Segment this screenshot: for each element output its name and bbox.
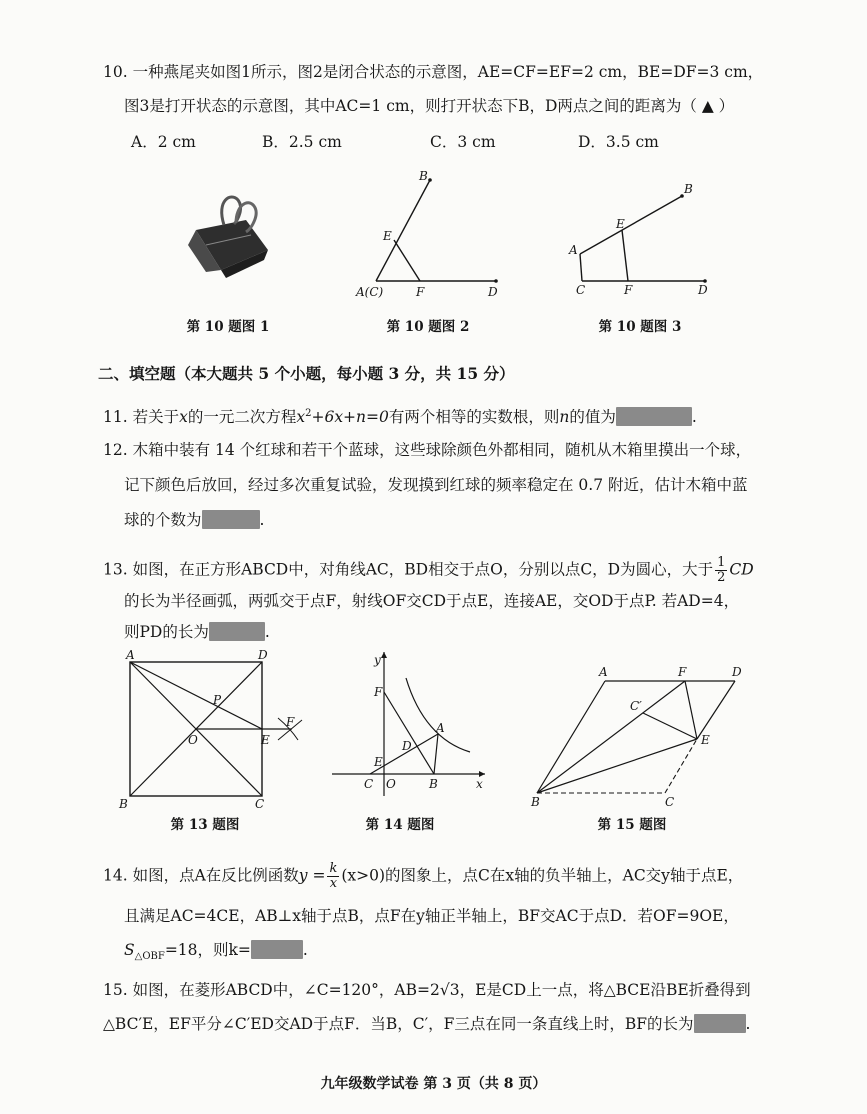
- q14-line-3: $S_{\triangle OBF}=18$，则k= .: [124, 941, 308, 963]
- q11-answer-blank[interactable]: [616, 407, 692, 426]
- fig15-label-d: D: [732, 665, 742, 679]
- fig13-label-p: P: [213, 693, 222, 707]
- fig10-2-label-ac: A(C): [356, 285, 384, 299]
- fig14-label-o: O: [386, 777, 396, 791]
- fig15-label-b: B: [531, 795, 540, 809]
- q10-option-d: D．3.5 cm: [578, 133, 659, 151]
- fig10-2-label-e: E: [383, 229, 392, 243]
- q13-answer-blank[interactable]: [209, 622, 265, 641]
- fig10-2-diagram: [350, 168, 510, 304]
- fig15-label-e: E: [701, 733, 710, 747]
- fig10-3-label-b: B: [684, 182, 693, 196]
- fig10-2-label-d: D: [488, 285, 498, 299]
- fig15-caption: 第 15 题图: [597, 817, 667, 833]
- fig10-2-label-b: B: [419, 169, 428, 183]
- q10-line-1: 10. 一种燕尾夹如图1所示，图2是闭合状态的示意图，AE=CF=EF=2 cm，BE=DF=3 cm，: [103, 63, 764, 81]
- fig15-label-c-prime: C′: [630, 699, 642, 713]
- q12-line-1: 12. 木箱中装有 14 个红球和若干个蓝球，这些球除颜色外都相同，随机从木箱里摸出一个球，: [103, 441, 752, 459]
- fig15-label-a: A: [599, 665, 608, 679]
- fig10-3-label-c: C: [576, 283, 586, 297]
- q12-line-2: 记下颜色后放回，经过多次重复试验，发现摸到红球的频率稳定在 0.7 附近，估计木箱中蓝: [124, 476, 748, 494]
- q13-fraction: $\frac{1}{2}$: [717, 555, 726, 585]
- binder-clip-photo: [176, 190, 272, 286]
- fig10-1-caption: 第 10 题图 1: [186, 319, 270, 335]
- fig15-label-c: C: [665, 795, 675, 809]
- fig10-3-label-e: E: [616, 217, 625, 231]
- fig10-3-label-d: D: [698, 283, 708, 297]
- fig13-label-e: E: [261, 733, 270, 747]
- fig14-diagram: [330, 648, 495, 798]
- fig13-diagram: [112, 648, 322, 816]
- page-footer: 九年级数学试卷 第 3 页（共 8 页）: [320, 1076, 547, 1092]
- fig13-label-d: D: [258, 648, 268, 662]
- q14-answer-blank[interactable]: [251, 940, 303, 959]
- fig10-2-label-f: F: [416, 285, 425, 299]
- q10-option-a: A．2 cm: [131, 133, 196, 151]
- fig10-3-diagram: [560, 178, 720, 304]
- fig10-3-label-a: A: [569, 243, 578, 257]
- fig10-3-label-f: F: [624, 283, 633, 297]
- q15-line-2: △BC′E，EF平分∠C′ED交AD于点F．当B，C′，F三点在同一条直线上时，BF的长为 .: [103, 1015, 751, 1033]
- fig14-caption: 第 14 题图: [365, 817, 435, 833]
- q15-line-1: 15. 如图，在菱形ABCD中，∠C=120°，AB=2√3，E是CD上一点，将△BCE沿BE折叠得到: [103, 981, 751, 999]
- q10-option-b: B．2.5 cm: [262, 133, 342, 151]
- fig13-label-f: F: [286, 715, 295, 729]
- fig14-label-b: B: [429, 777, 438, 791]
- q13-line-2: 的长为半径画弧，两弧交于点F，射线OF交CD于点E，连接AE，交OD于点P. 若AD=4，: [124, 592, 740, 610]
- fig14-label-x: x: [476, 777, 483, 791]
- q10-line-2: 图3是打开状态的示意图，其中AC=1 cm，则打开状态下B，D两点之间的距离为（ ▲ ）: [124, 97, 735, 115]
- fig14-label-y: y: [374, 653, 381, 667]
- fig14-label-e: E: [374, 755, 383, 769]
- sqrt-three: √3: [439, 981, 460, 999]
- fig10-3-caption: 第 10 题图 3: [598, 319, 682, 335]
- fig14-label-c: C: [364, 777, 374, 791]
- q12-line-3: 球的个数为 .: [124, 511, 265, 529]
- fig14-label-d: D: [402, 739, 412, 753]
- q11-line: 11. 若关于x的一元二次方程$x^2+6x+n=0$有两个相等的实数根，则n的值为 .: [103, 408, 697, 427]
- fig10-2-caption: 第 10 题图 2: [386, 319, 470, 335]
- fig13-label-o: O: [188, 733, 198, 747]
- q14-line-2: 且满足AC=4CE，AB⊥x轴于点B，点F在y轴正半轴上，BF交AC于点D．若OF=9OE，: [124, 907, 739, 925]
- fig15-label-f: F: [678, 665, 687, 679]
- q14-line-1: 14. 如图，点A在反比例函数y = $\frac{k}{x}$ (x>0)的图象上，点C在x轴的负半轴上，AC交y轴于点E，: [103, 861, 744, 891]
- fig13-label-a: A: [126, 648, 135, 662]
- q10-option-c: C．3 cm: [430, 133, 496, 151]
- q12-answer-blank[interactable]: [202, 510, 260, 529]
- fig14-label-f: F: [374, 685, 383, 699]
- section-heading-fill-in: 二、填空题（本大题共 5 个小题，每小题 3 分，共 15 分）: [98, 364, 515, 383]
- fig13-caption: 第 13 题图: [170, 817, 240, 833]
- q13-line-1: 13. 如图，在正方形ABCD中，对角线AC，BD相交于点O，分别以点C，D为圆心，大于 $\frac{1}{2}$ CD: [103, 555, 754, 585]
- fig13-label-b: B: [119, 797, 128, 811]
- q13-line-3: 则PD的长为 .: [124, 623, 270, 641]
- fig13-label-c: C: [255, 797, 265, 811]
- fig15-diagram: [525, 660, 750, 810]
- q15-answer-blank[interactable]: [694, 1014, 746, 1033]
- q14-fraction: $\frac{k}{x}$: [329, 861, 338, 891]
- fig14-label-a: A: [436, 721, 445, 735]
